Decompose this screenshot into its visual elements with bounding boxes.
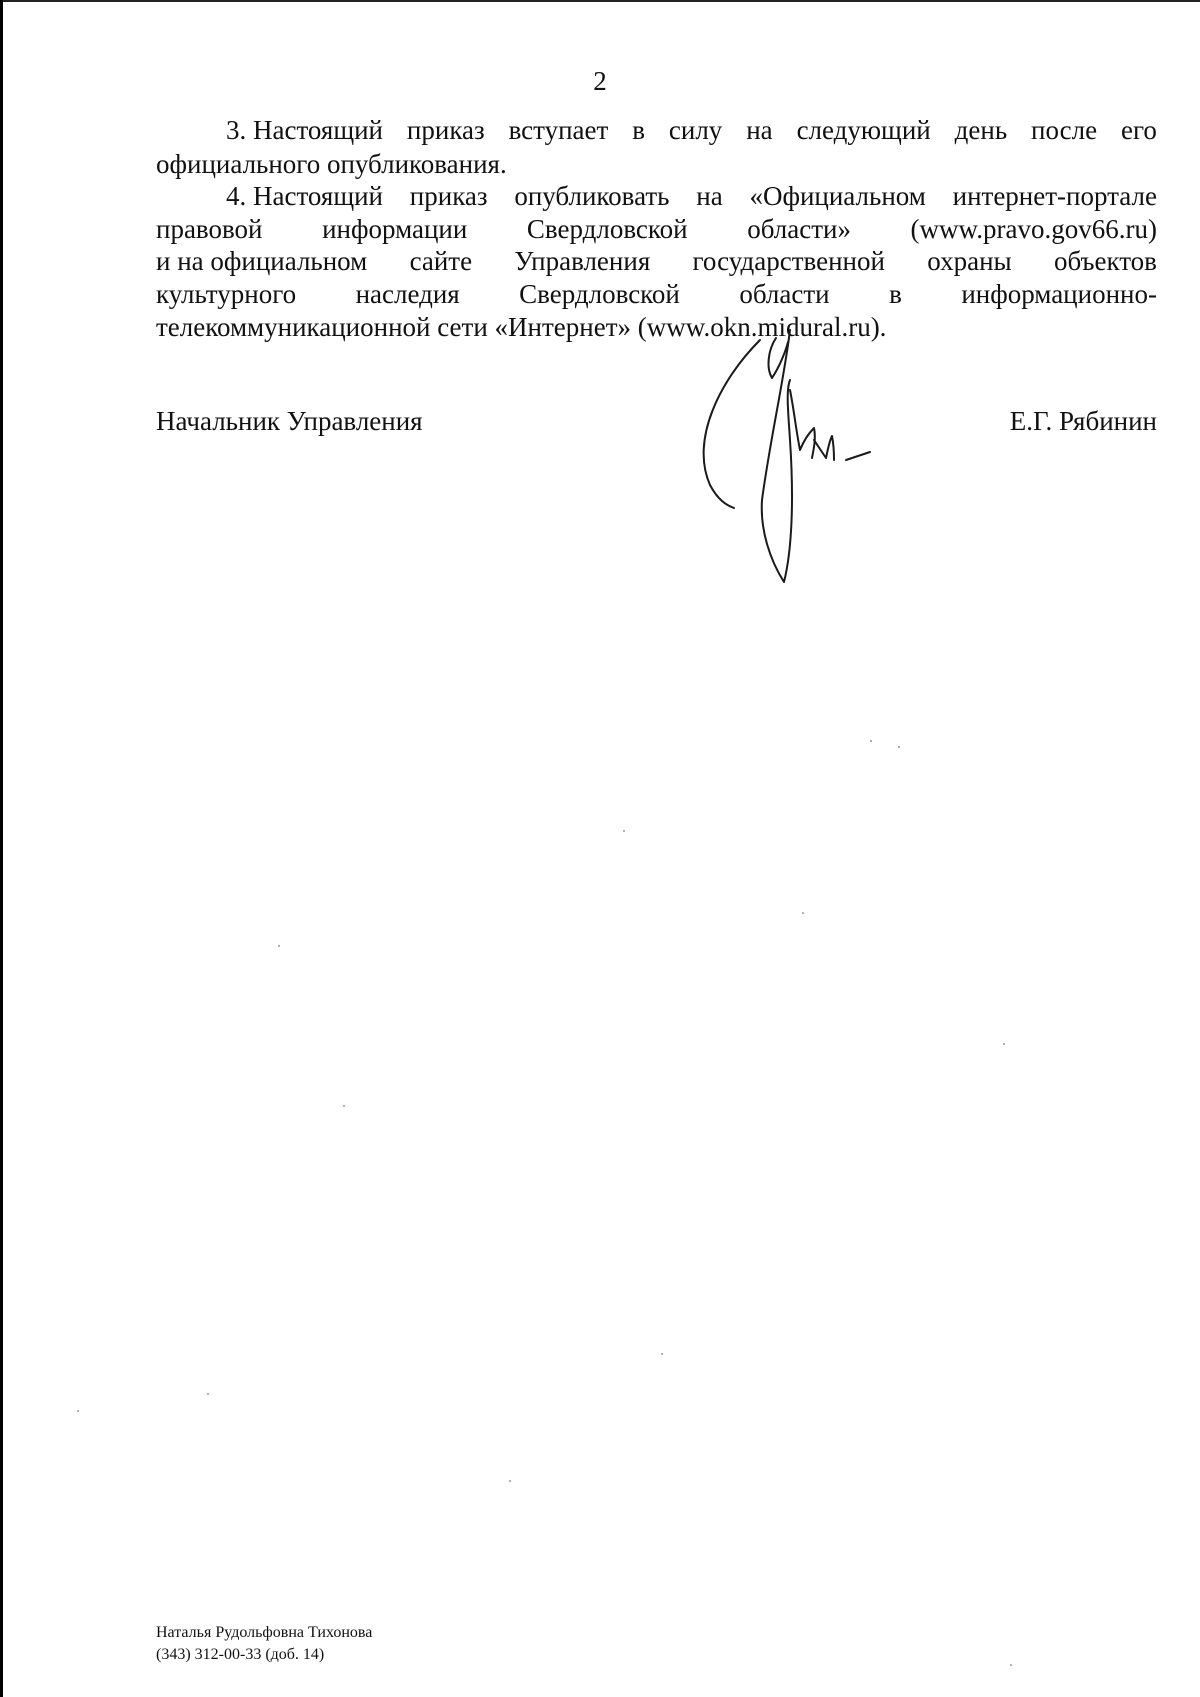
word: Управления [514,246,651,276]
executor-name: Наталья Рудольфовна Тихонова [156,1624,373,1641]
word: на [746,115,773,145]
signer-position: Начальник Управления [156,406,423,436]
paragraph-3-line-2: официального опубликования. [156,149,507,179]
signature-stroke [814,436,834,460]
word: опубликовать [514,181,670,211]
scan-speck [870,740,872,742]
scan-speck [343,1105,345,1107]
scan-top-edge [0,0,1200,2]
signature-stroke [704,340,760,508]
word: день [954,115,1008,145]
handwritten-signature [690,320,920,600]
scan-speck [802,912,804,914]
scan-speck [509,1480,511,1482]
scan-speck [898,746,900,748]
word: культурного [156,279,297,309]
word: 4. Настоящий [226,181,384,211]
url-pravo: (www.pravo.gov66.ru) [910,214,1157,244]
paragraph-4-line-1 [226,180,1157,212]
executor-phone: (343) 312-00-33 (доб. 14) [156,1646,325,1663]
word: охраны [927,246,1012,276]
word: и на официальном [156,246,368,276]
word: 3. Настоящий [226,115,384,145]
word: на [696,181,723,211]
scan-speck [661,1353,663,1355]
word: после [1031,115,1098,145]
word: объектов [1053,246,1157,276]
signature-stroke [846,452,870,460]
scan-speck [207,1393,209,1395]
scan-speck [77,1410,79,1412]
paragraph-4-line-3 [156,245,1157,277]
paragraph-4-line-5: телекоммуникационной сети «Интернет» (www.okn.midural.ru). [156,312,887,342]
word: области [739,279,830,309]
word: информации [322,214,468,244]
word: наследия [355,279,460,309]
word: «Официальном [749,181,926,211]
word: правовой [156,214,263,244]
word: Свердловской [526,214,688,244]
word: вступает [508,115,609,145]
scan-speck [1010,1664,1012,1666]
scan-speck [1003,1043,1005,1045]
word: интернет-портале [952,181,1157,211]
word: в [632,115,645,145]
signer-name: Е.Г. Рябинин [1009,406,1157,436]
word: его [1121,115,1157,145]
scan-speck [623,830,625,832]
page-number: 2 [593,66,607,96]
word: информационно- [961,279,1157,309]
signature-stroke [790,390,815,458]
scan-speck [278,945,280,947]
word: приказ [406,115,485,145]
paragraph-4-line-2 [156,213,1157,245]
word: сайте [409,246,473,276]
word: области» [747,214,851,244]
word: силу [668,115,723,145]
word: Свердловской [519,279,680,309]
paragraph-4-line-4 [156,278,1157,310]
word: следующий [796,115,931,145]
word: приказ [409,181,488,211]
paragraph-3-line-1 [226,114,1157,146]
scan-left-edge [0,0,3,1697]
word: государственной [692,246,885,276]
word: в [889,279,902,309]
